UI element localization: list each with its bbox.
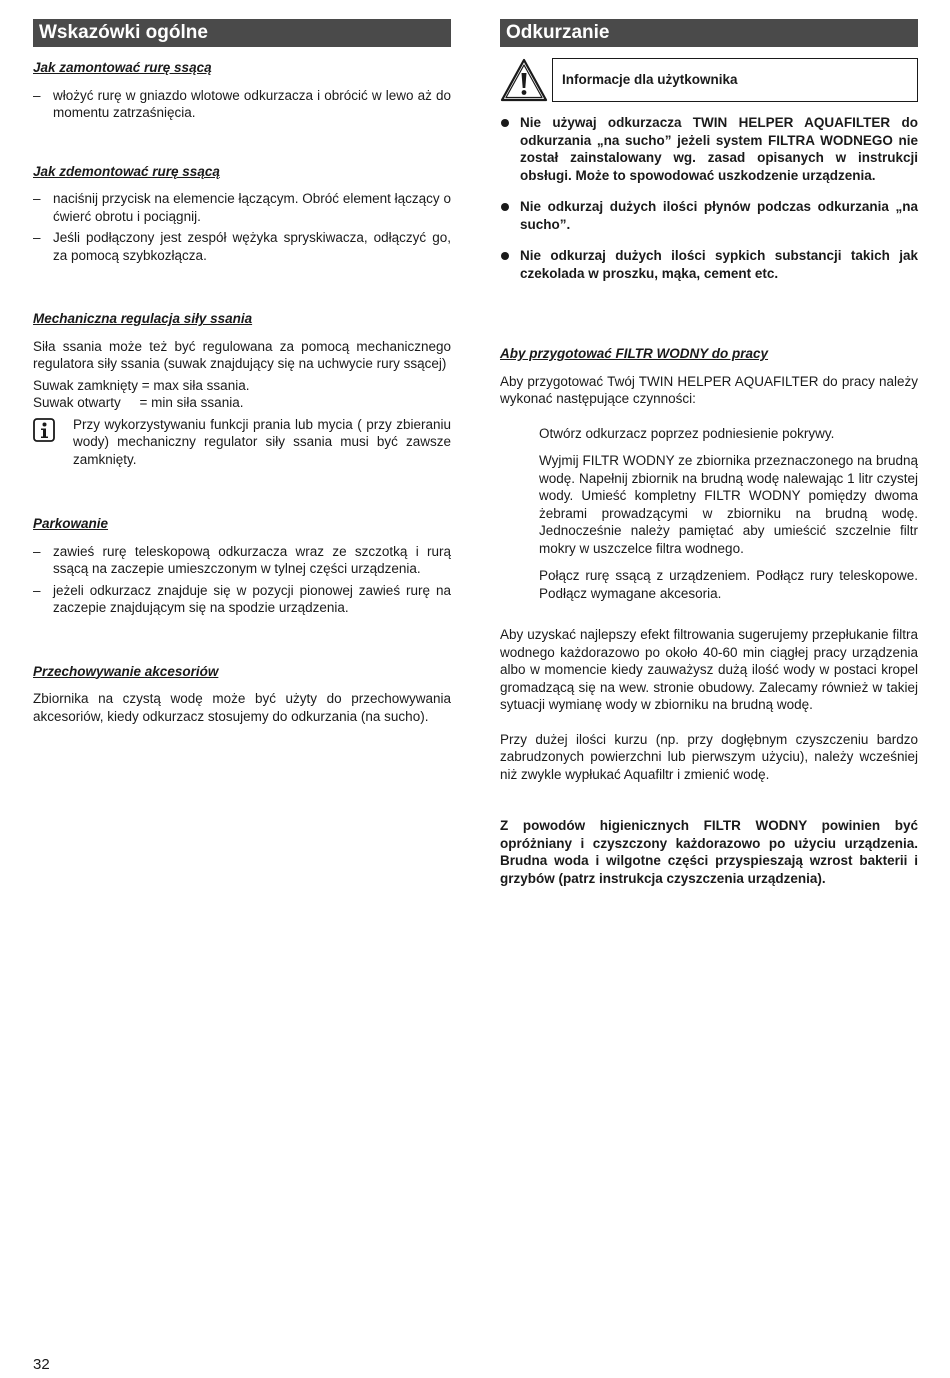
section-header-vacuuming: Odkurzanie	[500, 19, 918, 47]
right-column	[500, 19, 918, 887]
list-item: Nie odkurzaj dużych ilości płynów podczas odkurzania „na sucho”.	[500, 198, 918, 233]
suction-text: Siła ssania może też być regulowana za pomocą mechanicznego regulatora siły ssania (suwak znajdujący się na uchwycie rury ssącej)	[33, 338, 451, 371]
filter-rinse-text: Aby uzyskać najlepszy efekt filtrowania sugerujemy przepłukanie filtra wodnego każdorazowo po około 40-60 min ciągłej pracy urządzenia albo w momencie kiedy zauważysz dużą ilość wody w postaci kropel gromadzącą się na wew. stronie obudowy. Zalecamy również w takiej sytuacji wymianę wody w zbiorniku na brudną wodę.	[500, 627, 918, 712]
prepare-intro: Aby przygotować Twój TWIN HELPER AQUAFILTER do pracy należy wykonać następujące czynności:	[500, 373, 918, 406]
list-item: – zawieś rurę teleskopową odkurzacza wraz ze szczotką i rurą ssącą na zaczepie umieszczonym w tylnej części urządzenia.	[33, 543, 451, 578]
heading-prepare-filter: Aby przygotować FILTR WODNY do pracy	[500, 346, 769, 361]
section-header-general: Wskazówki ogólne	[33, 19, 451, 47]
warning-box	[500, 58, 918, 102]
list-item: – jeżeli odkurzacz znajduje się w pozycji pionowej zawieś rurę na zaczepie znajdującym się na spodzie urządzenia.	[33, 582, 451, 617]
heading-unmount-tube: Jak zdemontować rurę ssącą	[33, 163, 220, 179]
warning-label: Informacje dla użytkownika	[552, 58, 918, 102]
heading-suction-regulation: Mechaniczna regulacja siły ssania	[33, 311, 253, 326]
parking-list	[33, 543, 451, 617]
list-item: Nie używaj odkurzacza TWIN HELPER AQUAFILTER do odkurzania „na sucho” jeżeli system FILTRA WODNEGO nie został zainstalowany wg. zasad opisanych w instrukcji obsługi. Może to spowodować uszkodzenie urządzenia.	[500, 114, 918, 184]
hygiene-note: Z powodów higienicznych FILTR WODNY powinien być opróżniany i czyszczony każdorazowo po użyciu urządzenia. Brudna woda i wilgotne części przyspieszają wzrost bakterii i grzybów (patrz instrukcja czyszczenia urządzenia).	[500, 818, 918, 886]
prepare-step: Połącz rurę ssącą z urządzeniem. Podłącz rury teleskopowe. Podłącz wymagane akcesoria.	[539, 568, 918, 601]
list-item: – włożyć rurę w gniazdo wlotowe odkurzacza i obrócić w lewo aż do momentu zatrzaśnięcia.	[33, 87, 451, 122]
storage-text: Zbiornika na czystą wodę może być użyty do przechowywania akcesoriów, kiedy odkurzacz stosujemy do odkurzania (na sucho).	[33, 691, 451, 724]
list-item: – Jeśli podłączony jest zespół wężyka spryskiwacza, odłączyć go, za pomocą szybkozłącza.	[33, 229, 451, 264]
list-item: – naciśnij przycisk na elemencie łączącym. Obróć element łączący o ćwierć obrotu i pociągnij.	[33, 190, 451, 225]
mount-list	[33, 87, 451, 122]
suction-open-line: Suwak otwarty = min siła ssania.	[33, 395, 244, 410]
suction-closed-line: Suwak zamknięty = max siła ssania.	[33, 377, 250, 393]
left-column	[33, 19, 451, 725]
heading-mount-tube: Jak zamontować rurę ssącą	[33, 60, 212, 75]
info-note	[33, 416, 451, 469]
list-item: Nie odkurzaj dużych ilości sypkich substancji takich jak czekolada w proszku, mąka, cement etc.	[500, 247, 918, 282]
prepare-step: Wyjmij FILTR WODNY ze zbiornika przeznaczonego na brudną wodę. Napełnij zbiornik na brudną wodę nalewając 1 litr czystej wody. Umieść kompletny FILTR WODNY pomiędzy dwoma żebrami prowadzącymi w zbiorniku na brudną wodę. Jednocześnie należy pamiętać aby umieścić szczelnie filtr mokry w uszczelce filtra wodnego.	[539, 453, 918, 556]
prepare-step: Otwórz odkurzacz poprzez podniesienie pokrywy.	[539, 425, 835, 441]
warning-triangle-icon	[500, 58, 548, 102]
info-icon	[33, 418, 55, 442]
info-text: Przy wykorzystywaniu funkcji prania lub mycia ( przy zbieraniu wody) mechaniczny regulator siły ssania musi być zawsze zamknięty.	[73, 416, 451, 467]
unmount-list	[33, 190, 451, 264]
dust-text: Przy dużej ilości kurzu (np. przy dogłębnym czyszczeniu bardzo zabrudzonych powierzchni lub pierwszym użyciu), należy wcześniej niż zwykle wypłukać Aquafiltr i zmienić wodę.	[500, 731, 918, 782]
heading-accessory-storage: Przechowywanie akcesoriów	[33, 663, 219, 679]
heading-parking: Parkowanie	[33, 516, 109, 531]
warning-bullets	[500, 114, 918, 282]
page-number: 32	[33, 1356, 50, 1373]
